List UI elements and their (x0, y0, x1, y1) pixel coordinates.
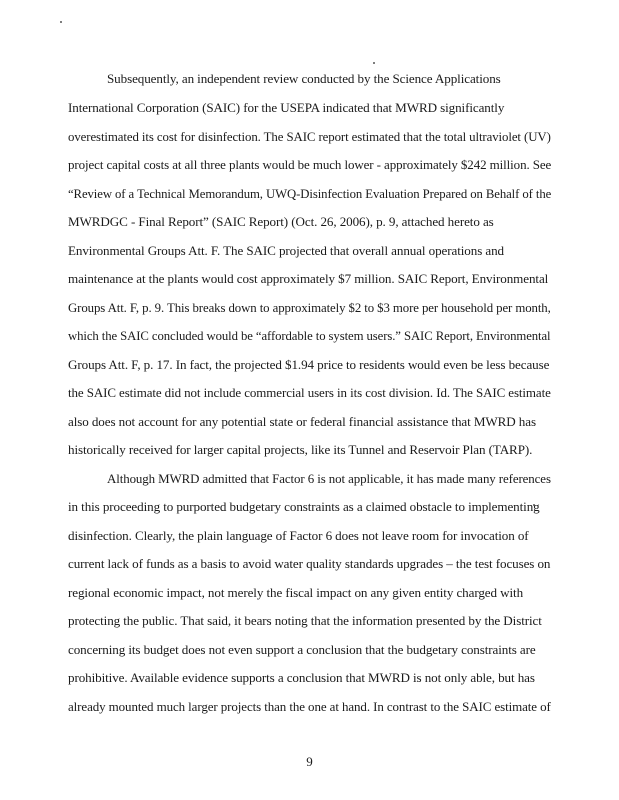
scan-speck (60, 21, 62, 23)
text-line: project capital costs at all three plants would be much lower - approximately $242 million. See (68, 157, 552, 172)
text-line: prohibitive. Available evidence supports a conclusion that MWRD is not only able, but has (68, 670, 535, 685)
page-number: 9 (306, 754, 313, 769)
text-line: overestimated its cost for disinfection. The SAIC report estimated that the total ultraviolet (UV) (68, 129, 551, 144)
text-line: MWRDGC - Final Report” (SAIC Report) (Oct. 26, 2006), p. 9, attached hereto as (68, 214, 494, 229)
text-line: current lack of funds as a basis to avoid water quality standards upgrades – the test focuses on (68, 556, 551, 571)
text-line: disinfection. Clearly, the plain language of Factor 6 does not leave room for invocation of (68, 528, 529, 543)
text-line: Although MWRD admitted that Factor 6 is not applicable, it has made many references (107, 471, 551, 486)
text-line: International Corporation (SAIC) for the USEPA indicated that MWRD significantly (68, 100, 505, 115)
scan-speck (373, 62, 375, 64)
text-line: the SAIC estimate did not include commercial users in its cost division. Id. The SAIC estimate (68, 385, 551, 400)
text-line: also does not account for any potential state or federal financial assistance that MWRD has (68, 414, 536, 429)
text-line: historically received for larger capital projects, like its Tunnel and Reservoir Plan (TARP). (68, 442, 533, 457)
text-line: Groups Att. F, p. 9. This breaks down to approximately $2 to $3 more per household per month, (68, 300, 551, 315)
text-line: concerning its budget does not even support a conclusion that the budgetary constraints are (68, 642, 536, 657)
text-line: Groups Att. F, p. 17. In fact, the projected $1.94 price to residents would even be less because (68, 357, 550, 372)
text-line: maintenance at the plants would cost approximately $7 million. SAIC Report, Environmental (68, 271, 549, 286)
text-line: already mounted much larger projects than the one at hand. In contrast to the SAIC estimate of (68, 699, 551, 714)
text-line: which the SAIC concluded would be “affordable to system users.” SAIC Report, Environmental (68, 328, 551, 343)
text-line: in this proceeding to purported budgetary constraints as a claimed obstacle to implementing (68, 499, 540, 514)
text-line: regional economic impact, not merely the fiscal impact on any given entity charged with (68, 585, 524, 600)
text-line: Environmental Groups Att. F. The SAIC projected that overall annual operations and (68, 243, 504, 258)
text-line: Subsequently, an independent review conducted by the Science Applications (107, 71, 501, 86)
text-line: “Review of a Technical Memorandum, UWQ-Disinfection Evaluation Prepared on Behalf of the (68, 186, 552, 201)
text-line: protecting the public. That said, it bears noting that the information presented by the District (68, 613, 542, 628)
